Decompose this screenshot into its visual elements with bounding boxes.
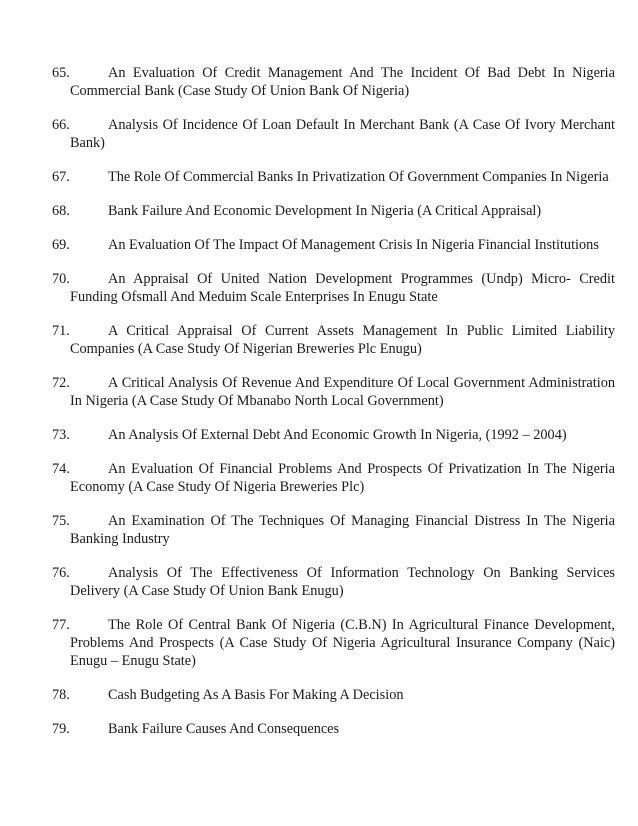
item-title: An Examination Of The Techniques Of Managing Financial Distress In The Nigeria Banking Industry xyxy=(70,513,615,547)
list-item xyxy=(52,322,615,358)
item-title: An Appraisal Of United Nation Development Programmes (Undp) Micro- Credit Funding Ofsmall And Meduim Scale Enterprises In Enugu State xyxy=(70,271,615,305)
item-number: 65. xyxy=(52,65,70,81)
list-item xyxy=(52,616,615,670)
item-title: Analysis Of Incidence Of Loan Default In Merchant Bank (A Case Of Ivory Merchant Bank) xyxy=(70,117,615,151)
item-number: 68. xyxy=(52,203,70,219)
item-number: 74. xyxy=(52,461,70,477)
item-number: 79. xyxy=(52,721,70,737)
list-item xyxy=(52,116,615,152)
list-item xyxy=(52,720,615,738)
item-title: An Evaluation Of Credit Management And The Incident Of Bad Debt In Nigeria Commercial Bank (Case Study Of Union Bank Of Nigeria) xyxy=(70,65,615,99)
item-number: 69. xyxy=(52,237,70,253)
item-title: An Analysis Of External Debt And Economic Growth In Nigeria, (1992 – 2004) xyxy=(108,427,567,443)
project-topic-list xyxy=(52,64,615,754)
item-title: The Role Of Central Bank Of Nigeria (C.B.N) In Agricultural Finance Development, Problems And Prospects (A Case Study Of Nigeria Agricultural Insurance Company (Naic) Enugu – Enugu State) xyxy=(70,617,615,669)
item-title: The Role Of Commercial Banks In Privatization Of Government Companies In Nigeria xyxy=(108,169,609,185)
list-item xyxy=(52,460,615,496)
list-item xyxy=(52,512,615,548)
item-number: 76. xyxy=(52,565,70,581)
item-title: Bank Failure And Economic Development In Nigeria (A Critical Appraisal) xyxy=(108,203,542,219)
item-number: 78. xyxy=(52,687,70,703)
item-number: 72. xyxy=(52,375,70,391)
list-item xyxy=(52,270,615,306)
list-item xyxy=(52,202,615,220)
item-title: A Critical Analysis Of Revenue And Expenditure Of Local Government Administration In Nigeria (A Case Study Of Mbanabo North Local Government) xyxy=(70,375,615,409)
item-number: 77. xyxy=(52,617,70,633)
item-title: Analysis Of The Effectiveness Of Information Technology On Banking Services Delivery (A Case Study Of Union Bank Enugu) xyxy=(70,565,615,599)
item-number: 70. xyxy=(52,271,70,287)
item-number: 66. xyxy=(52,117,70,133)
item-title: An Evaluation Of The Impact Of Management Crisis In Nigeria Financial Institutions xyxy=(108,237,599,253)
item-title: A Critical Appraisal Of Current Assets Management In Public Limited Liability Companies (A Case Study Of Nigerian Breweries Plc Enugu) xyxy=(70,323,615,357)
list-item xyxy=(52,686,615,704)
item-title: Cash Budgeting As A Basis For Making A Decision xyxy=(108,687,404,703)
item-number: 67. xyxy=(52,169,70,185)
list-item xyxy=(52,236,615,254)
list-item xyxy=(52,374,615,410)
item-number: 73. xyxy=(52,427,70,443)
item-title: Bank Failure Causes And Consequences xyxy=(108,721,340,737)
item-number: 75. xyxy=(52,513,70,529)
item-title: An Evaluation Of Financial Problems And Prospects Of Privatization In The Nigeria Economy (A Case Study Of Nigeria Breweries Plc) xyxy=(70,461,615,495)
list-item xyxy=(52,64,615,100)
list-item xyxy=(52,564,615,600)
list-item xyxy=(52,168,615,186)
list-item xyxy=(52,426,615,444)
item-number: 71. xyxy=(52,323,70,339)
